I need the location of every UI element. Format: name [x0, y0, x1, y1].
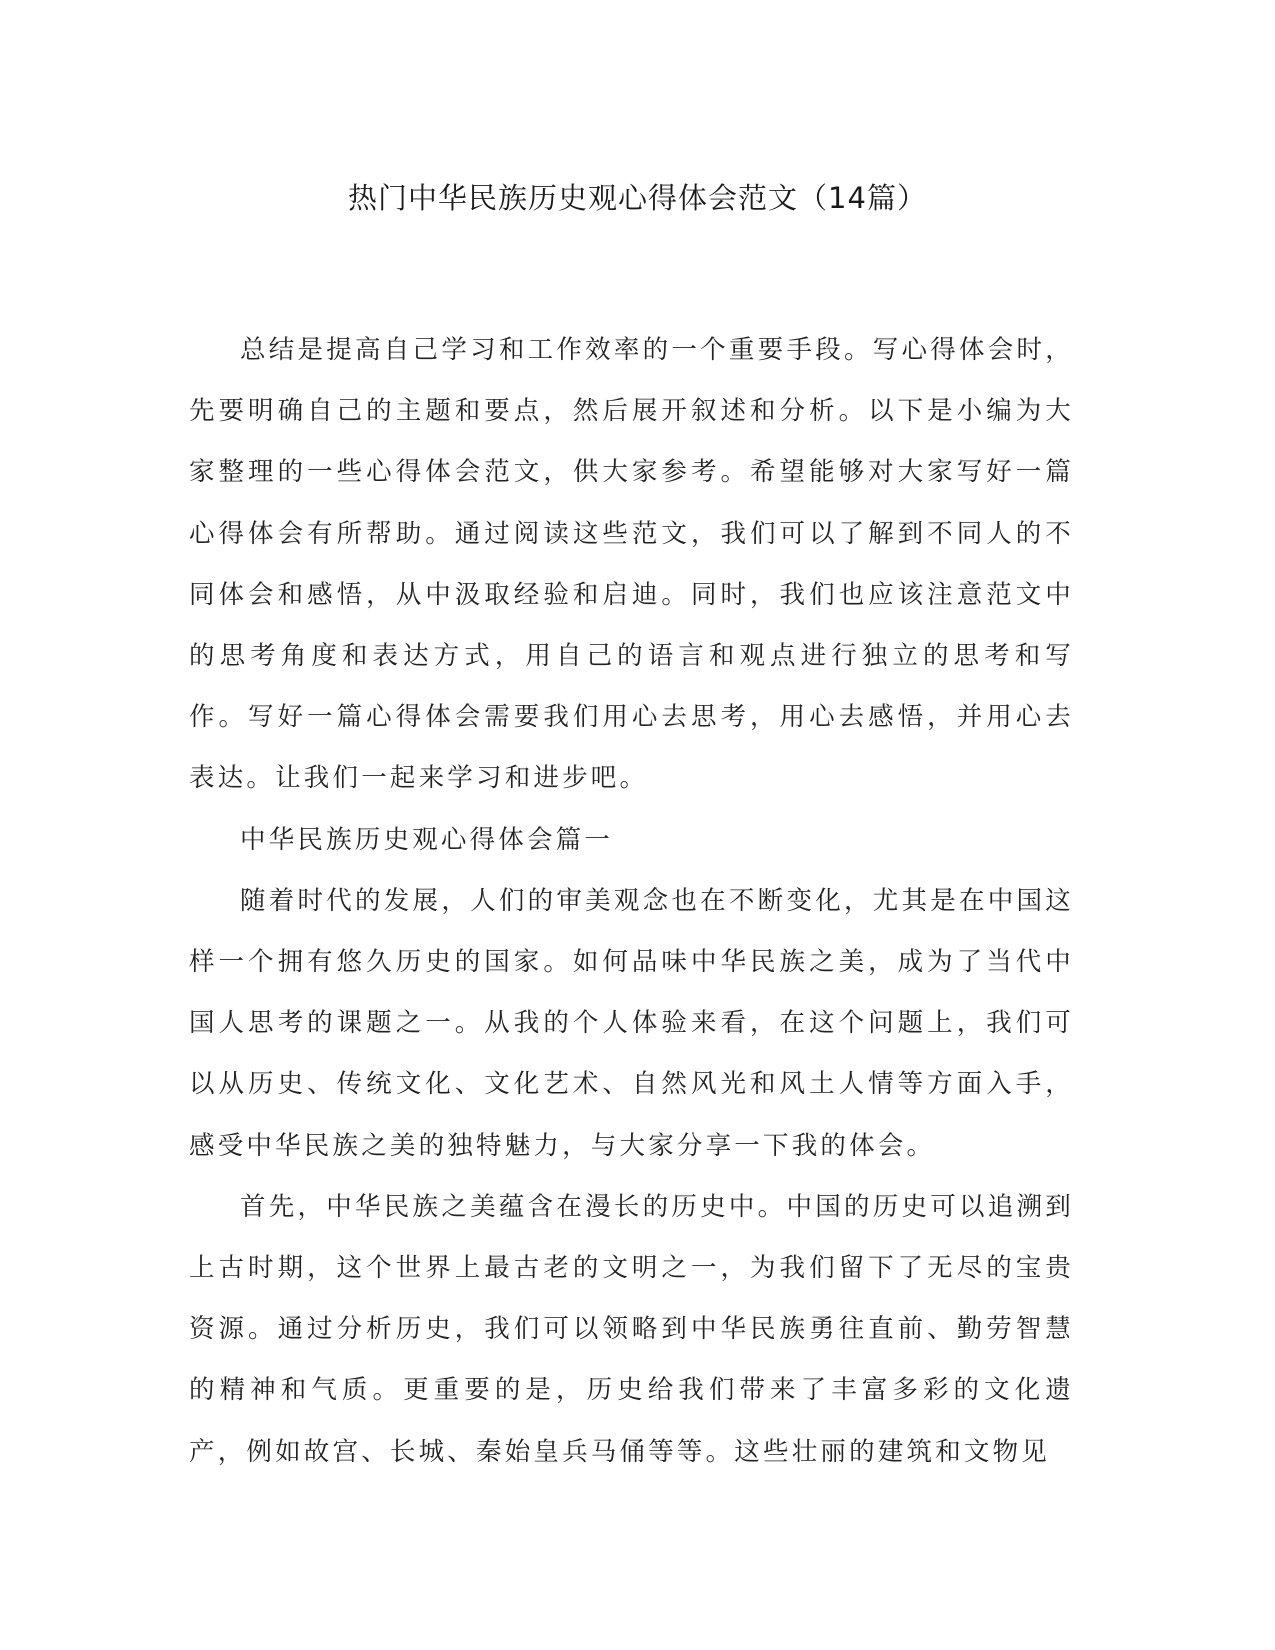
section-heading: 中华民族历史观心得体会篇一	[240, 824, 614, 855]
document-body	[189, 320, 1074, 1483]
document-title: 热门中华民族历史观心得体会范文（14篇）	[348, 181, 927, 215]
body-paragraph: 随着时代的发展，人们的审美观念也在不断变化，尤其是在中国这样一个拥有悠久历史的国家。如何品味中华民族之美，成为了当代中国人思考的课题之一。从我的个人体验来看，在这个问题上，我们可以从历史、传统文化、文化艺术、自然风光和风土人情等方面入手，感受中华民族之美的独特魅力，与大家分享一下我的体会。	[189, 885, 1074, 1161]
body-paragraph: 首先，中华民族之美蕴含在漫长的历史中。中国的历史可以追溯到上古时期，这个世界上最古老的文明之一，为我们留下了无尽的宝贵资源。通过分析历史，我们可以领略到中华民族勇往直前、勤劳智慧的精神和气质。更重要的是，历史给我们带来了丰富多彩的文化遗产，例如故宫、长城、秦始皇兵马俑等等。这些壮丽的建筑和文物见	[189, 1191, 1074, 1467]
intro-paragraph: 总结是提高自己学习和工作效率的一个重要手段。写心得体会时，先要明确自己的主题和要点，然后展开叙述和分析。以下是小编为大家整理的一些心得体会范文，供大家参考。希望能够对大家写好一篇心得体会有所帮助。通过阅读这些范文，我们可以了解到不同人的不同体会和感悟，从中汲取经验和启迪。同时，我们也应该注意范文中的思考角度和表达方式，用自己的语言和观点进行独立的思考和写作。写好一篇心得体会需要我们用心去思考，用心去感悟，并用心去表达。让我们一起来学习和进步吧。	[189, 335, 1074, 794]
